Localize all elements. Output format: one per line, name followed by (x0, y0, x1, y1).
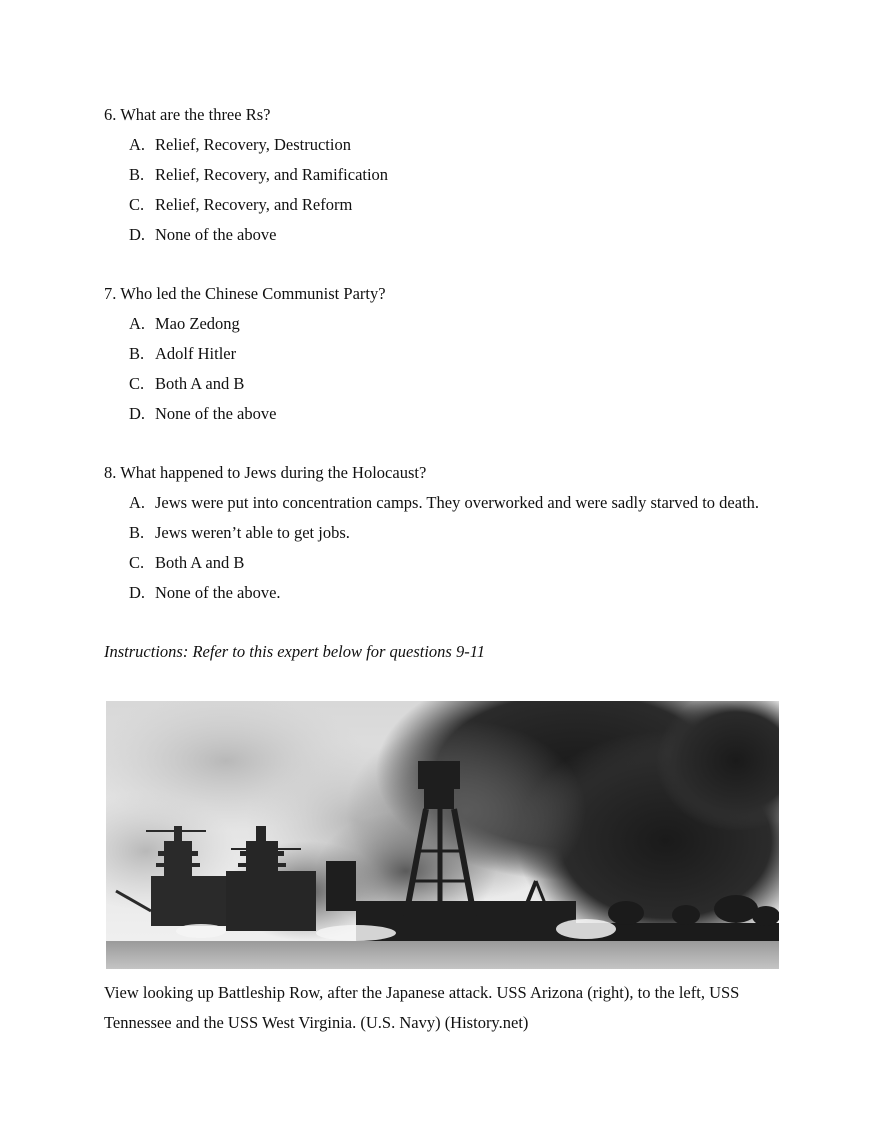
option-letter: B. (129, 165, 145, 184)
question-stem: 6. What are the three Rs? (104, 105, 271, 124)
answer-option (104, 488, 784, 518)
answer-options (104, 309, 784, 429)
option-letter: A. (129, 493, 146, 512)
option-text: Relief, Recovery, and Ramification (155, 165, 389, 184)
question-stem: 8. What happened to Jews during the Holocaust? (104, 463, 427, 482)
question-stem: 7. Who led the Chinese Communist Party? (104, 284, 386, 303)
option-letter: C. (129, 553, 145, 572)
option-letter: B. (129, 523, 145, 542)
answer-option (104, 220, 784, 250)
option-text: None of the above (155, 404, 277, 423)
answer-option (104, 399, 784, 429)
option-text: Relief, Recovery, Destruction (155, 135, 351, 154)
answer-option (104, 518, 784, 548)
answer-option (104, 130, 784, 160)
worksheet-content (104, 100, 784, 667)
option-letter: D. (129, 583, 146, 602)
option-text: Relief, Recovery, and Reform (155, 195, 353, 214)
answer-option (104, 309, 784, 339)
question-7 (104, 279, 784, 429)
answer-options (104, 130, 784, 250)
photo-caption: View looking up Battleship Row, after the Japanese attack. USS Arizona (right), to the left, USS Tennessee and the USS West Virginia. (U.S. Navy) (History.net) (104, 983, 740, 1032)
option-text: Jews weren’t able to get jobs. (155, 523, 350, 542)
option-text: None of the above. (155, 583, 281, 602)
answer-option (104, 548, 784, 578)
option-text: None of the above (155, 225, 277, 244)
question-6 (104, 100, 784, 250)
instructions-text: Instructions: Refer to this expert below for questions 9-11 (104, 642, 485, 661)
answer-options (104, 488, 784, 608)
answer-option (104, 190, 784, 220)
option-text: Both A and B (155, 553, 245, 572)
option-text: Jews were put into concentration camps. They overworked and were sadly starved to death. (155, 493, 760, 512)
answer-option (104, 339, 784, 369)
option-letter: D. (129, 225, 146, 244)
photo-illustration (106, 701, 779, 969)
option-letter: C. (129, 195, 145, 214)
option-text: Adolf Hitler (155, 344, 237, 363)
answer-option (104, 578, 784, 608)
answer-option (104, 369, 784, 399)
option-text: Both A and B (155, 374, 245, 393)
option-letter: A. (129, 135, 146, 154)
question-8 (104, 458, 784, 608)
battleship-row-photo (106, 701, 779, 969)
harbor-water (106, 941, 779, 969)
option-letter: C. (129, 374, 145, 393)
option-text: Mao Zedong (155, 314, 240, 333)
option-letter: D. (129, 404, 146, 423)
option-letter: B. (129, 344, 145, 363)
answer-option (104, 160, 784, 190)
option-letter: A. (129, 314, 146, 333)
